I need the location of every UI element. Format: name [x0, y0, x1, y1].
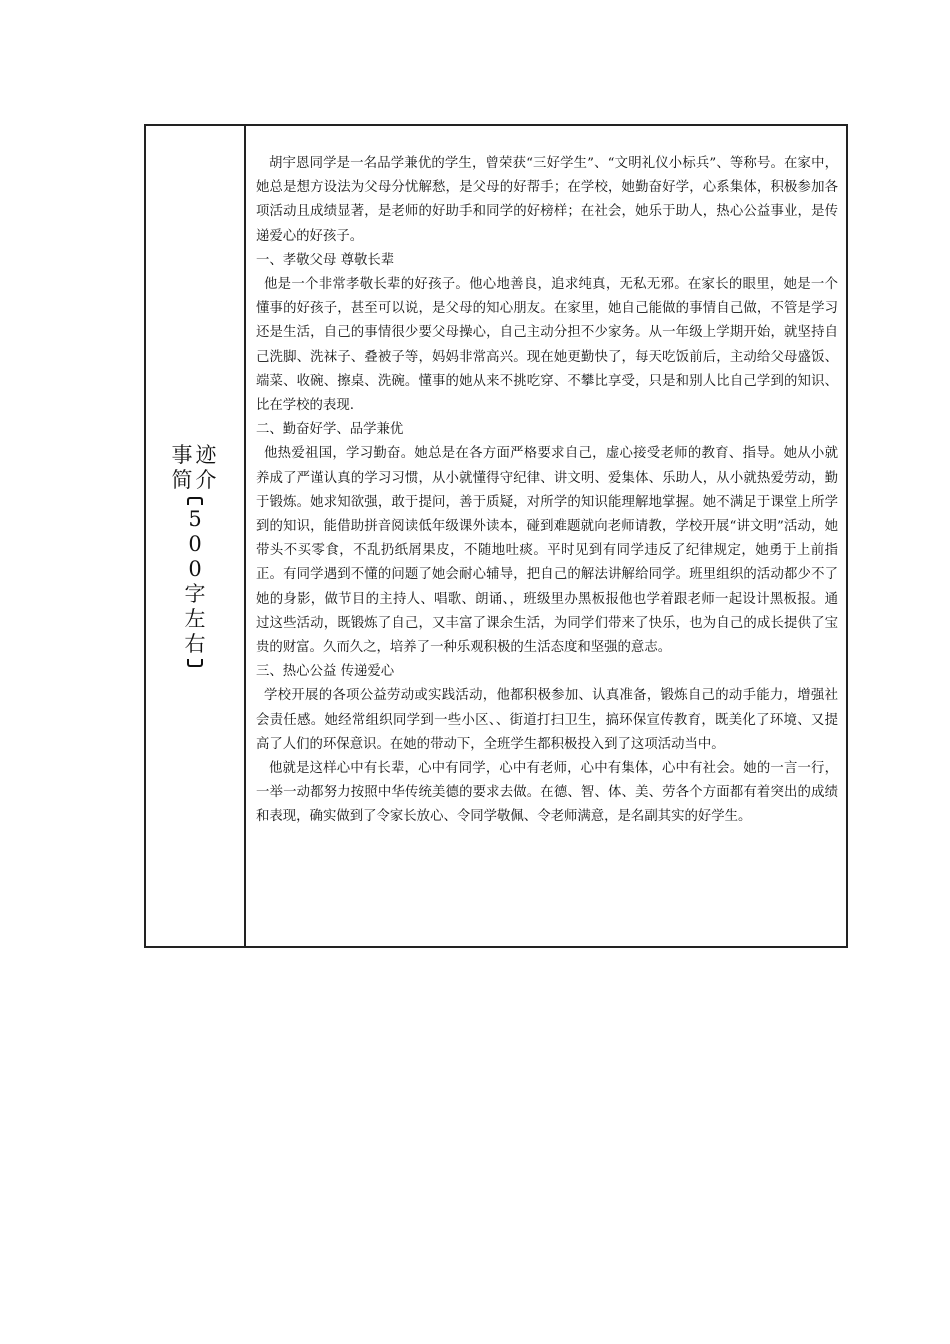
label-digit: 0: [188, 532, 202, 556]
label-cell: [146, 126, 246, 946]
section-paragraph-3: 学校开展的各项公益劳动或实践活动，他都积极参加、认真准备，锻炼自己的动手能力，增强社会责任感。她经常组织同学到一些小区、、街道打扫卫生，搞环保宣传教育，既美化了环境、又提高了人们的环保意识。在她的带动下，全班学生都积极投入到了这项活动当中。: [256, 688, 838, 752]
section-heading-1: 一、孝敬父母 尊敬长辈: [256, 252, 395, 268]
label-char: 事: [171, 443, 195, 467]
label-char: 简: [171, 468, 195, 492]
label-char: 左: [184, 607, 206, 631]
closing-paragraph: 他就是这样心中有长辈，心中有同学，心中有老师，心中有集体，心中有社会。她的一言一行，一举一动都努力按照中华传统美德的要求去做。在德、智、体、美、劳各个方面都有着突出的成绩和表现，确实做到了令家长放心、令同学敬佩、令老师满意，是名副其实的好学生。: [256, 761, 838, 825]
label-char: 迹: [195, 443, 219, 467]
intro-paragraph: 胡宇恩同学是一名品学兼优的学生，曾荣获“三好学生”、“文明礼仪小标兵”、等称号。在家中，她总是想方设法为父母分忧解愁，是父母的好帮手；在学校，她勤奋好学，心系集体，积极参加各项活动且成绩显著，是老师的好助手和同学的好榜样；在社会，她乐于助人，热心公益事业，是传递爱心的好孩子。: [256, 156, 838, 244]
label-char: 右: [184, 632, 206, 656]
label-digit: 5: [188, 507, 202, 531]
deeds-form-table: [144, 124, 848, 948]
section-heading-3: 三、热心公益 传递爱心: [256, 664, 395, 680]
content-cell: [246, 126, 846, 946]
section-paragraph-2: 他热爱祖国，学习勤奋。她总是在各方面严格要求自己，虚心接受老师的教育、指导。她从小就养成了严谨认真的学习习惯，从小就懂得守纪律、讲文明、爱集体、乐助人，从小就热爱劳动，勤于锻炼。她求知欲强，敢于提问，善于质疑，对所学的知识能理解地掌握。她不满足于课堂上所学到的知识，能借助拼音阅读低年级课外读本，碰到难题就向老师请教，学校开展“讲文明”活动，她带头不买零食，不乱扔纸屑果皮，不随地吐痰。平时见到有同学违反了纪律规定，她勇于上前指正。有同学遇到不懂的问题了她会耐心辅导，把自己的解法讲解给同学。班里组织的活动都少不了她的身影，做节目的主持人、唱歌、朗诵、，班级里办黑板报他也学着跟老师一起设计黑板报。通过这些活动，既锻炼了自己，又丰富了课余生活，为同学们带来了快乐，也为自己的成长提供了宝贵的财富。久而久之，培养了一种乐观积极的生活态度和坚强的意志。: [256, 446, 838, 656]
label-row-2: [171, 468, 219, 493]
label-char: 字: [184, 582, 206, 606]
bracket-close-icon: [183, 657, 207, 671]
bracket-open-icon: [183, 493, 207, 507]
section-heading-2: 二、勤奋好学、品学兼优: [256, 422, 404, 438]
label-digit: 0: [188, 557, 202, 581]
label-char: 介: [195, 468, 219, 492]
label-vertical-text: [171, 443, 219, 671]
section-paragraph-1: 他是一个非常孝敬长辈的好孩子。他心地善良，追求纯真，无私无邪。在家长的眼里，她是一个懂事的好孩子，甚至可以说，是父母的知心朋友。在家里，她自己能做的事情自己做，不管是学习还是生活，自己的事情很少要父母操心，自己主动分担不少家务。从一年级上学期开始，就坚持自己洗脚、洗袜子、叠被子等，妈妈非常高兴。现在她更勤快了，每天吃饭前后，主动给父母盛饭、端菜、收碗、擦桌、洗碗。懂事的她从来不挑吃穿、不攀比享受，只是和别人比自己学到的知识、比在学校的表现.: [256, 277, 838, 414]
label-row-1: [171, 443, 219, 468]
